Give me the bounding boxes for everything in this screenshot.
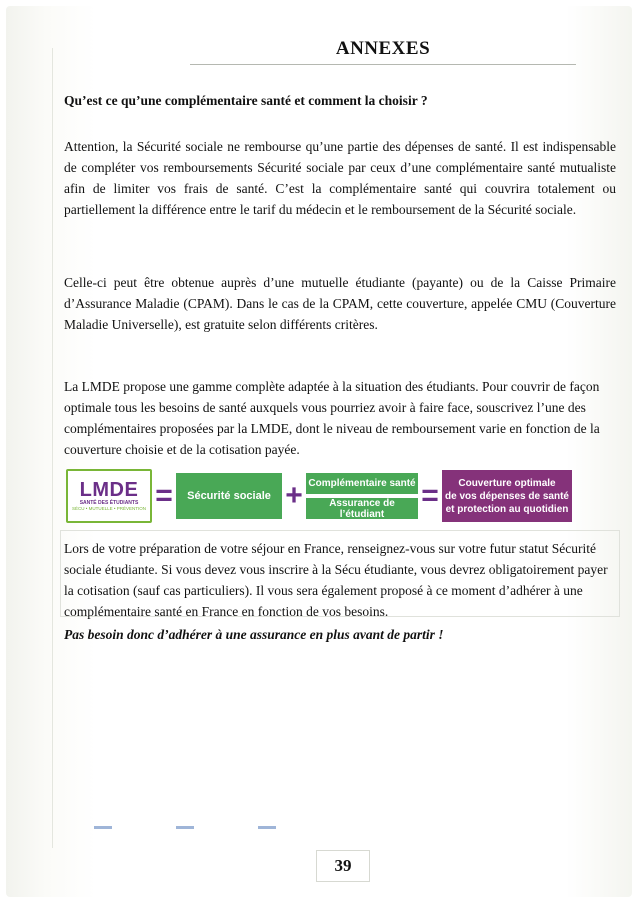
paragraph-lmde: La LMDE propose une gamme complète adaptée à la situation des étudiants. Pour couvrir de façon optimale tous les besoins de santé auxquels vous pourriez avoir à faire face, souscrivez l’une des complémentaires proposées par la LMDE, dont le niveau de remboursement varie en fonction de la couverture choisie et de la cotisation payée. bbox=[64, 379, 600, 457]
complementaire-sante-box: Complémentaire santé bbox=[306, 473, 418, 494]
page-title: ANNEXES bbox=[335, 38, 431, 59]
page-number: 39 bbox=[316, 850, 370, 882]
decoration-dash bbox=[176, 826, 194, 829]
assurance-etudiant-box: Assurance de l’étudiant bbox=[306, 498, 418, 519]
lmde-logo-subtagline: SÉCU • MUTUELLE • PRÉVENTION bbox=[72, 506, 146, 511]
lmde-logo bbox=[66, 469, 152, 523]
box-right-border bbox=[619, 530, 620, 616]
paragraph-preparation: Lors de votre préparation de votre séjour en France, renseignez-vous sur votre futur statut Sécurité sociale étudiante. Si vous devez vous inscrire à la Sécu étudiante, vous devrez obligatoirement payer la cotisation (sauf cas particuliers). Il vous sera également proposé à ce moment d’adhérer à une complémentaire santé en France en fonction de vos besoins. bbox=[64, 541, 608, 619]
closing-statement: Pas besoin donc d’adhérer à une assurance en plus avant de partir ! bbox=[64, 627, 444, 642]
title-block bbox=[190, 36, 576, 65]
complement-stack bbox=[306, 473, 418, 519]
box-left-border bbox=[60, 530, 61, 616]
equals-sign: = bbox=[155, 479, 173, 512]
lmde-logo-name: LMDE bbox=[79, 479, 139, 501]
box-top-border bbox=[60, 530, 620, 531]
decoration-dash bbox=[258, 826, 276, 829]
section-heading: Qu’est ce qu’une complémentaire santé et comment la choisir ? bbox=[64, 93, 428, 108]
couverture-optimale-box: Couverture optimale de vos dépenses de santé et protection au quotidien bbox=[442, 470, 572, 522]
plus-sign: + bbox=[285, 479, 303, 512]
paragraph-securite-sociale: Attention, la Sécurité sociale ne rembourse qu’une partie des dépenses de santé. Il est indispensable de compléter vos remboursements Sécurité sociale par ceux d’une complémentaire santé mutualiste afin de limiter vos frais de santé. C’est la complémentaire santé qui couvrira totalement ou partiellement la différence entre le tarif du médecin et le remboursement de la Sécurité sociale. bbox=[64, 139, 616, 217]
lmde-logo-tagline: SANTÉ DES ÉTUDIANTS bbox=[79, 500, 139, 506]
title-underline bbox=[190, 64, 576, 65]
paragraph-cpam: Celle-ci peut être obtenue auprès d’une mutuelle étudiante (payante) ou de la Caisse Primaire d’Assurance Maladie (CPAM). Dans le cas de la CPAM, cette couverture, appelée CMU (Couverture Maladie Universelle), est gratuite selon différents critères. bbox=[64, 275, 616, 332]
coverage-equation bbox=[66, 466, 618, 526]
securite-sociale-box: Sécurité sociale bbox=[176, 473, 282, 519]
equals-sign-result: = bbox=[421, 479, 439, 512]
decoration-dash bbox=[94, 826, 112, 829]
